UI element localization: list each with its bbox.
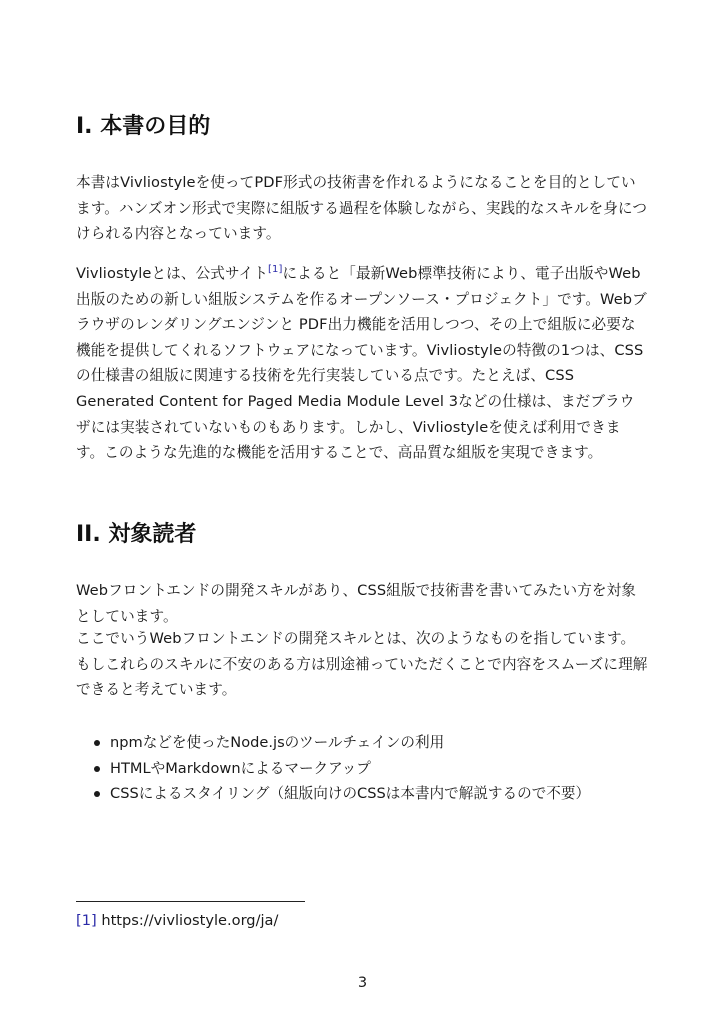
footnote [76, 910, 636, 932]
footnote-divider [76, 901, 305, 902]
paragraph-text-after-ref: によると「最新Web標準技術により、電子出版やWeb出版のための新しい組版システムを作るオープンソース・プロジェクト」です。Webブラウザのレンダリングエンジンと PDF出力機能を活用しつつ、その上で組版に必要な機能を提供してくれるソフトウェアになっています。Vivliostyleの特徴の1つは、CSSの仕様書の組版に関連する技術を先行実装している点です。たとえば、CSS Generated Content for Paged Media Module Level 3などの仕様は、まだブラウザには実装されていないものもあります。しかし、Vivliostyleを使えば利用できます。このような先進的な機能を活用することで、高品質な組版を実現できます。 [76, 265, 647, 462]
footnote-reference-link[interactable]: [1] [268, 264, 283, 276]
paragraph-audience-2: ここでいうWebフロントエンドの開発スキルとは、次のようなものを指しています。もしこれらのスキルに不安のある方は別途補っていただくことで内容をスムーズに理解できると考えています。 [76, 630, 648, 699]
section-heading-audience: II. 対象読者 [76, 522, 197, 547]
paragraph-text-before-ref: Vivliostyleとは、公式サイト [76, 265, 269, 282]
section-heading-purpose: I. 本書の目的 [76, 114, 211, 139]
footnote-reference[interactable] [268, 264, 282, 275]
list-item: CSSによるスタイリング（組版向けのCSSは本書内で解説するので不要） [94, 781, 654, 807]
paragraph-purpose-2 [76, 261, 648, 466]
skills-list [94, 730, 654, 807]
footnote-url: https://vivliostyle.org/ja/ [101, 912, 279, 929]
paragraph-purpose-1: 本書はVivliostyleを使ってPDF形式の技術書を作れるようになることを目的としています。ハンズオン形式で実際に組版する過程を体験しながら、実践的なスキルを身につけられる内容となっています。 [76, 174, 648, 243]
list-item: npmなどを使ったNode.jsのツールチェインの利用 [94, 730, 654, 756]
paragraph-audience-1: Webフロントエンドの開発スキルがあり、CSS組版で技術書を書いてみたい方を対象としています。 [76, 582, 636, 625]
list-item: HTMLやMarkdownによるマークアップ [94, 756, 654, 782]
footnote-marker[interactable]: [1] [76, 912, 97, 929]
page-number: 3 [357, 974, 368, 991]
